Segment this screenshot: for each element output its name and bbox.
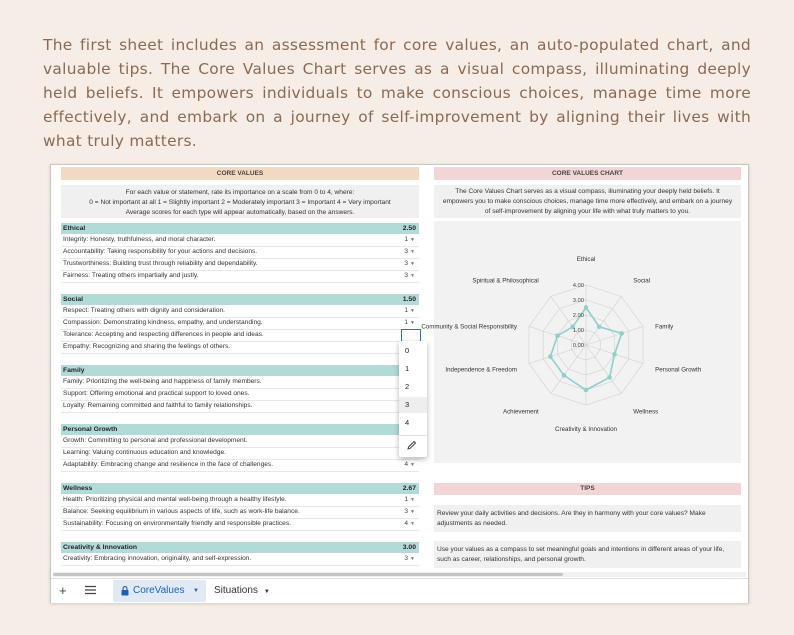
triangle-down-icon: ▼ (410, 556, 415, 562)
rating-value: 4 (404, 520, 409, 527)
statement-text: Tolerance: Accepting and respecting differences in people and ideas. (63, 331, 264, 338)
rating-dropdown[interactable] (404, 258, 415, 270)
core-values-header: CORE VALUES (61, 167, 419, 180)
category-personal-growth (61, 424, 419, 435)
instructions-line-2: 0 = Not important at all 1 = Slightly important 2 = Moderately important 3 = Important 4 = Very important (89, 199, 391, 206)
axis-label: Social (633, 277, 651, 285)
rating-dropdown-menu (399, 341, 427, 457)
rating-dropdown[interactable] (404, 518, 415, 530)
category-social (61, 294, 419, 305)
tab-situations[interactable] (214, 580, 270, 602)
axis-label: Independence & Freedom (445, 366, 517, 374)
category-name: Ethical (63, 225, 86, 232)
statement-text: Loyalty: Remaining committed and faithful to family relationships. (63, 402, 253, 409)
rating-dropdown[interactable] (404, 553, 415, 565)
category-name: Wellness (63, 485, 93, 492)
rating-dropdown[interactable] (404, 234, 415, 246)
statement-text: Accountability: Taking responsibility for your actions and decisions. (63, 248, 258, 255)
tick-label: 1.00 (572, 328, 584, 334)
rating-value: 3 (404, 272, 409, 279)
category-creativity (61, 542, 419, 553)
instructions-line-1: For each value or statement, rate its importance on a scale from 0 to 4, where: (125, 189, 355, 196)
triangle-down-icon: ▼ (410, 237, 415, 243)
rating-value: 3 (404, 248, 409, 255)
data-point (555, 333, 560, 338)
axis-label: Family (655, 323, 674, 331)
data-point (612, 352, 617, 357)
dropdown-option-0[interactable]: 0 (405, 346, 410, 355)
rating-value: 1 (404, 319, 409, 326)
radar-svg (421, 221, 741, 463)
tips-header-box (434, 483, 741, 495)
rating-value: 1 (404, 496, 409, 503)
statement-text: Balance: Seeking equilibrium in various aspects of life, such as work-life balance. (63, 508, 300, 515)
statement-text: Respect: Treating others with dignity and consideration. (63, 307, 226, 314)
tab-label: Situations (214, 585, 258, 596)
tips-header: TIPS (580, 485, 595, 492)
triangle-down-icon: ▼ (410, 521, 415, 527)
category-avg: 1.50 (402, 296, 416, 303)
statement-text: Family: Prioritizing the well-being and happiness of family members. (63, 378, 262, 385)
data-point (597, 324, 602, 329)
axis-label: Ethical (576, 256, 596, 263)
data-point (619, 331, 624, 336)
instructions-line-3: Average scores for each type will appear automatically, based on the answers. (125, 209, 355, 216)
tab-corevalues[interactable] (113, 580, 206, 602)
triangle-down-icon: ▼ (410, 249, 415, 255)
triangle-down-icon: ▼ (410, 308, 415, 314)
category-family (61, 365, 419, 376)
tab-label: CoreValues (133, 585, 185, 596)
data-point (584, 388, 589, 393)
chart-intro-box: The Core Values Chart serves as a visual compass, illuminating your deeply held beliefs. It empowers you to make conscious choices, manage time more effectively, and embark on a journey of self-improvement by aligning your life with what truly matters to you. (434, 185, 741, 218)
category-avg: 3.00 (402, 544, 416, 551)
rating-dropdown[interactable] (404, 246, 415, 258)
axis-label: Wellness (633, 408, 659, 416)
data-point (584, 305, 589, 310)
tip-2: Use your values as a compass to set meaningful goals and intentions in different areas of your life, such as career, relationships, and personal growth. (434, 541, 741, 568)
statement-text: Empathy: Recognizing and sharing the feelings of others. (63, 343, 231, 350)
table-row (61, 400, 419, 413)
data-point (562, 373, 567, 378)
category-wellness (61, 483, 419, 494)
axis-label: Spiritual & Philosophical (472, 277, 539, 285)
tick-label: 4.00 (572, 283, 584, 289)
triangle-down-icon: ▼ (410, 509, 415, 515)
axis-label: Achievement (502, 408, 539, 416)
statement-text: Compassion: Demonstrating kindness, empathy, and understanding. (63, 319, 263, 326)
lock-icon (121, 586, 129, 596)
table-row (61, 553, 419, 566)
statement-text: Trustworthiness: Building trust through reliability and dependability. (63, 260, 258, 267)
triangle-down-icon: ▼ (410, 273, 415, 279)
triangle-down-icon: ▼ (410, 462, 415, 468)
axis-label: Community & Social Responsibility (421, 323, 517, 331)
category-name: Social (63, 296, 84, 303)
table-row (61, 341, 419, 354)
statement-text: Health: Prioritizing physical and mental well-being through a healthy lifestyle. (63, 496, 287, 503)
scrollbar-thumb[interactable] (53, 573, 563, 576)
table-row (61, 518, 419, 531)
plus-icon[interactable]: + (59, 583, 67, 598)
tick-label: 2.00 (572, 313, 584, 319)
rating-value: 1 (404, 307, 409, 314)
axis-label: Creativity & Innovation (555, 426, 617, 433)
category-name: Family (63, 367, 85, 374)
rating-value: 3 (404, 260, 409, 267)
rating-dropdown[interactable] (404, 494, 415, 506)
instructions-box (61, 185, 419, 218)
statement-text: Learning: Valuing continuous education and knowledge. (63, 449, 227, 456)
axis-label: Personal Growth (655, 366, 702, 374)
statement-text: Fairness: Treating others impartially and justly. (63, 272, 199, 279)
category-name: Personal Growth (63, 426, 118, 433)
rating-value: 3 (404, 508, 409, 515)
tick-label: 0.00 (572, 343, 584, 349)
rating-value: 4 (404, 461, 409, 468)
core-values-chart-header: CORE VALUES CHART (434, 167, 741, 180)
dropdown-option-4[interactable]: 4 (405, 418, 410, 427)
category-ethical (61, 223, 419, 234)
table-row (61, 270, 419, 283)
statement-text: Sustainability: Focusing on environmentally friendly and responsible practices. (63, 520, 291, 527)
tick-label: 3.00 (572, 298, 584, 304)
rating-value: 3 (404, 555, 409, 562)
rating-value: 1 (404, 236, 409, 243)
data-point (607, 375, 612, 380)
statement-text: Creativity: Embracing innovation, originality, and self-expression. (63, 555, 252, 562)
pencil-icon[interactable] (407, 440, 417, 450)
dropdown-option-2[interactable]: 2 (405, 382, 410, 391)
rating-dropdown[interactable] (404, 459, 415, 471)
triangle-down-icon[interactable]: ▼ (193, 588, 199, 594)
horizontal-scrollbar[interactable] (53, 572, 746, 577)
tip-1: Review your daily activities and decisions. Are they in harmony with your core values? Make adjustments as needed. (434, 505, 741, 532)
dropdown-option-1[interactable]: 1 (405, 364, 410, 373)
list-icon[interactable] (85, 585, 96, 595)
data-point (548, 354, 553, 359)
rating-dropdown[interactable] (404, 506, 415, 518)
intro-paragraph: The first sheet includes an assessment for core values, an auto-populated chart, and valuable tips. The Core Values Chart serves as a visual compass, illuminating deeply held beliefs. It empowers individuals to make conscious choices, manage time more effectively, and embark on a journey of self-improvement by aligning their lives with what truly matters. (43, 36, 751, 150)
category-avg: 2.50 (402, 225, 416, 232)
category-avg: 2.67 (402, 485, 416, 492)
statement-text: Support: Offering emotional and practical support to loved ones. (63, 390, 250, 397)
triangle-down-icon: ▼ (410, 320, 415, 326)
category-name: Creativity & Innovation (63, 544, 138, 551)
menu-divider (399, 435, 427, 436)
dropdown-option-3[interactable]: 3 (399, 397, 427, 413)
table-row (61, 459, 419, 472)
statement-text: Growth: Committing to personal and professional development. (63, 437, 248, 444)
spreadsheet (50, 164, 749, 603)
rating-dropdown[interactable] (404, 305, 415, 317)
statement-text: Adaptability: Embracing change and resilience in the face of challenges. (63, 461, 274, 468)
triangle-down-icon[interactable]: ▼ (263, 589, 270, 595)
grid-spoke (586, 296, 621, 345)
statement-text: Integrity: Honesty, truthfulness, and moral character. (63, 236, 216, 243)
rating-dropdown[interactable] (404, 317, 415, 329)
rating-dropdown[interactable] (404, 270, 415, 282)
triangle-down-icon: ▼ (410, 261, 415, 267)
sheet-tab-bar (51, 578, 748, 603)
triangle-down-icon: ▼ (410, 497, 415, 503)
radar-chart (421, 221, 741, 463)
